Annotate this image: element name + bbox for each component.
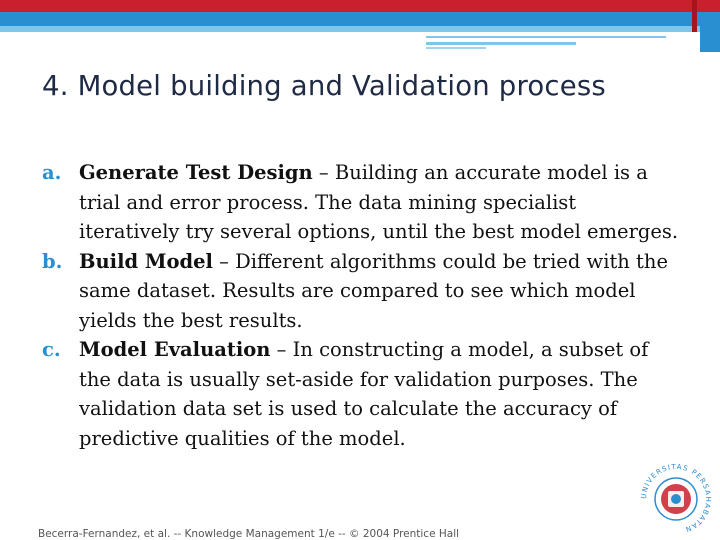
university-logo xyxy=(632,458,720,540)
item-term: Generate Test Design xyxy=(79,161,313,184)
header-red-bar xyxy=(0,0,720,12)
header-cyan-bar xyxy=(0,26,720,32)
list-item xyxy=(42,335,682,453)
item-text: – Different algorithms could be tried with the same dataset. Results are compared to see which model yields the best results. xyxy=(79,249,668,332)
header-blue-bar xyxy=(0,12,720,26)
header-corner-red xyxy=(692,0,697,32)
item-term: Build Model xyxy=(79,249,213,273)
header-corner-blue xyxy=(700,12,720,52)
list-item xyxy=(42,247,682,336)
list-marker: b. xyxy=(42,249,63,273)
item-text: – Building an accurate model is a trial and error process. The data mining specialist iteratively try several options, until the best model emerges. xyxy=(79,161,679,243)
slide-content xyxy=(42,158,682,453)
list-item xyxy=(42,158,682,247)
item-text: – In constructing a model, a subset of the data is usually set-aside for validation purposes. The validation data set is used to calculate the accuracy of predictive qualities of the model. xyxy=(79,338,649,450)
slide-footer: Becerra-Fernandez, et al. -- Knowledge Management 1/e -- © 2004 Prentice Hall xyxy=(38,528,460,540)
header-accent-line xyxy=(426,47,486,49)
list-marker: a. xyxy=(42,161,62,184)
header-accent-line xyxy=(426,36,666,38)
logo-ring-text: UNIVERSITAS PERSAHABATAN xyxy=(639,462,713,534)
list-marker: c. xyxy=(42,338,61,361)
header-accent-line xyxy=(426,42,576,45)
slide-title: 4. Model building and Validation process xyxy=(42,70,606,102)
item-term: Model Evaluation xyxy=(79,338,271,361)
